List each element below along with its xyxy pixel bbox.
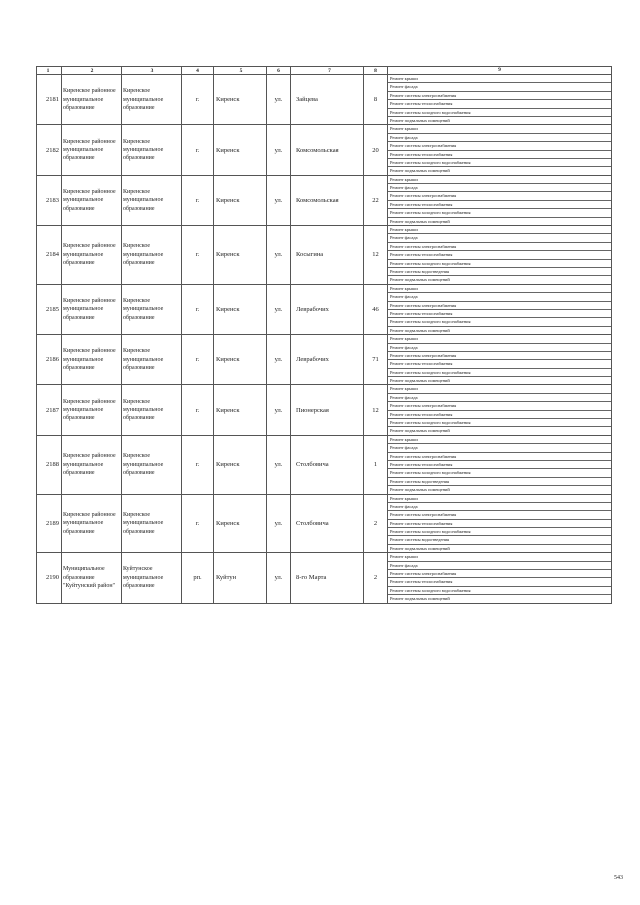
table-body [37, 75, 612, 604]
row-number: 2183 [37, 175, 62, 225]
work-item: Ремонт крыши [388, 75, 611, 83]
work-item: Ремонт системы водоотведения [388, 268, 611, 276]
work-item: Ремонт системы водоотведения [388, 478, 611, 486]
settlement-type: г. [182, 226, 214, 285]
house-number: 71 [364, 335, 388, 385]
work-item: Ремонт системы теплоснабжения [388, 578, 611, 586]
column-number-header-row [37, 67, 612, 75]
column-header-5: 5 [214, 67, 267, 75]
table-row [37, 125, 612, 175]
works-list [388, 553, 611, 602]
street-name: Леврабочих [291, 335, 364, 385]
works-list [388, 226, 611, 284]
house-number: 2 [364, 494, 388, 553]
settlement-type: г. [182, 335, 214, 385]
table-row [37, 175, 612, 225]
settlement-type: г. [182, 435, 214, 494]
street-name: Столбовича [291, 494, 364, 553]
work-item: Ремонт системы холодного водоснабжения [388, 260, 611, 268]
work-item: Ремонт фасада [388, 234, 611, 242]
work-item: Ремонт системы электроснабжения [388, 243, 611, 251]
work-item: Ремонт системы электроснабжения [388, 192, 611, 200]
municipality-name: Киренское муниципальное образование [122, 435, 182, 494]
street-name: Пионерская [291, 385, 364, 435]
works-cell [388, 335, 612, 385]
house-number: 8 [364, 75, 388, 125]
settlement-name: Куйтун [214, 553, 267, 603]
street-type: ул. [267, 335, 291, 385]
district-name: Киренское районное муниципальное образование [62, 175, 122, 225]
work-item: Ремонт фасада [388, 444, 611, 452]
municipality-name: Киренское муниципальное образование [122, 175, 182, 225]
street-name: Комсомольская [291, 175, 364, 225]
row-number: 2181 [37, 75, 62, 125]
works-list [388, 495, 611, 553]
column-header-8: 8 [364, 67, 388, 75]
work-item: Ремонт подвальных помещений [390, 487, 450, 493]
row-number: 2182 [37, 125, 62, 175]
house-number: 2 [364, 553, 388, 603]
work-item: Ремонт системы электроснабжения [388, 92, 611, 100]
works-cell [388, 553, 612, 603]
street-name: 8-го Марта [291, 553, 364, 603]
street-name: Косыгина [291, 226, 364, 285]
house-number: 12 [364, 226, 388, 285]
row-number: 2186 [37, 335, 62, 385]
work-item: Ремонт системы теплоснабжения [388, 201, 611, 209]
work-item: Ремонт системы холодного водоснабжения [388, 109, 611, 117]
work-item: Ремонт системы холодного водоснабжения [388, 528, 611, 536]
settlement-type: г. [182, 494, 214, 553]
work-item: Ремонт системы холодного водоснабжения [388, 318, 611, 326]
work-item: Ремонт системы холодного водоснабжения [388, 587, 611, 595]
settlement-type: г. [182, 385, 214, 435]
works-list [388, 335, 611, 384]
table-row [37, 75, 612, 125]
work-item: Ремонт фасада [388, 184, 611, 192]
works-list [388, 125, 611, 174]
row-number: 2187 [37, 385, 62, 435]
work-item: Ремонт системы теплоснабжения [388, 100, 611, 108]
settlement-name: Киренск [214, 335, 267, 385]
works-cell [388, 175, 612, 225]
work-item: Ремонт фасада [388, 344, 611, 352]
municipality-name: Киренское муниципальное образование [122, 494, 182, 553]
work-item: Ремонт крыши [388, 436, 611, 444]
street-name: Комсомольская [291, 125, 364, 175]
work-item: Ремонт подвальных помещений [390, 218, 450, 224]
work-item: Ремонт системы электроснабжения [388, 570, 611, 578]
work-item: Ремонт подвальных помещений [390, 277, 450, 283]
works-list [388, 385, 611, 434]
column-header-4: 4 [182, 67, 214, 75]
works-cell [388, 284, 612, 334]
settlement-name: Киренск [214, 494, 267, 553]
work-item: Ремонт фасада [388, 134, 611, 142]
work-item: Ремонт системы холодного водоснабжения [388, 419, 611, 427]
street-type: ул. [267, 226, 291, 285]
municipality-name: Киренское муниципальное образование [122, 335, 182, 385]
street-type: ул. [267, 75, 291, 125]
work-item: Ремонт подвальных помещений [390, 378, 450, 384]
work-item: Ремонт крыши [388, 176, 611, 184]
column-header-9: 9 [388, 67, 612, 75]
district-name: Киренское районное муниципальное образование [62, 435, 122, 494]
municipality-name: Киренское муниципальное образование [122, 226, 182, 285]
table-row [37, 385, 612, 435]
work-item: Ремонт системы электроснабжения [388, 511, 611, 519]
settlement-name: Киренск [214, 75, 267, 125]
work-item: Ремонт системы холодного водоснабжения [388, 369, 611, 377]
work-item: Ремонт системы теплоснабжения [388, 411, 611, 419]
house-number: 12 [364, 385, 388, 435]
house-number: 46 [364, 284, 388, 334]
row-number: 2190 [37, 553, 62, 603]
district-name: Киренское районное муниципальное образование [62, 226, 122, 285]
column-header-6: 6 [267, 67, 291, 75]
house-number: 22 [364, 175, 388, 225]
settlement-name: Киренск [214, 175, 267, 225]
settlement-type: рп. [182, 553, 214, 603]
work-item: Ремонт крыши [388, 285, 611, 293]
works-cell [388, 494, 612, 553]
work-item: Ремонт подвальных помещений [390, 545, 450, 551]
work-item: Ремонт крыши [388, 125, 611, 133]
page-number: 543 [614, 875, 623, 881]
street-type: ул. [267, 494, 291, 553]
table-row [37, 284, 612, 334]
housing-repair-table [36, 66, 612, 604]
row-number: 2188 [37, 435, 62, 494]
work-item: Ремонт системы теплоснабжения [388, 310, 611, 318]
district-name: Киренское районное муниципальное образование [62, 385, 122, 435]
work-item: Ремонт фасада [388, 394, 611, 402]
district-name: Киренское районное муниципальное образование [62, 284, 122, 334]
street-type: ул. [267, 175, 291, 225]
settlement-name: Киренск [214, 284, 267, 334]
table-row [37, 335, 612, 385]
district-name: Муниципальное образование "Куйтунский район" [62, 553, 122, 603]
row-number: 2189 [37, 494, 62, 553]
row-number: 2184 [37, 226, 62, 285]
settlement-name: Киренск [214, 435, 267, 494]
settlement-type: г. [182, 75, 214, 125]
street-name: Леврабочих [291, 284, 364, 334]
house-number: 1 [364, 435, 388, 494]
works-cell [388, 75, 612, 125]
street-type: ул. [267, 284, 291, 334]
street-type: ул. [267, 553, 291, 603]
table-row [37, 226, 612, 285]
work-item: Ремонт подвальных помещений [390, 596, 450, 602]
street-name: Столбовича [291, 435, 364, 494]
work-item: Ремонт фасада [388, 83, 611, 91]
column-header-2: 2 [62, 67, 122, 75]
settlement-type: г. [182, 175, 214, 225]
work-item: Ремонт фасада [388, 503, 611, 511]
street-type: ул. [267, 435, 291, 494]
street-name: Зайцева [291, 75, 364, 125]
work-item: Ремонт системы теплоснабжения [388, 151, 611, 159]
work-item: Ремонт системы теплоснабжения [388, 360, 611, 368]
work-item: Ремонт фасада [388, 293, 611, 301]
work-item: Ремонт системы холодного водоснабжения [388, 469, 611, 477]
work-item: Ремонт системы теплоснабжения [388, 251, 611, 259]
works-list [388, 436, 611, 494]
settlement-name: Киренск [214, 125, 267, 175]
street-type: ул. [267, 385, 291, 435]
work-item: Ремонт подвальных помещений [390, 168, 450, 174]
works-cell [388, 226, 612, 285]
house-number: 20 [364, 125, 388, 175]
municipality-name: Куйтунское муниципальное образование [122, 553, 182, 603]
work-item: Ремонт системы электроснабжения [388, 142, 611, 150]
district-name: Киренское районное муниципальное образование [62, 125, 122, 175]
works-list [388, 285, 611, 334]
municipality-name: Киренское муниципальное образование [122, 75, 182, 125]
work-item: Ремонт подвальных помещений [390, 117, 450, 123]
works-list [388, 176, 611, 225]
work-item: Ремонт подвальных помещений [390, 428, 450, 434]
column-header-3: 3 [122, 67, 182, 75]
table-row [37, 435, 612, 494]
settlement-type: г. [182, 284, 214, 334]
municipality-name: Киренское муниципальное образование [122, 284, 182, 334]
column-header-1: 1 [37, 67, 62, 75]
district-name: Киренское районное муниципальное образование [62, 335, 122, 385]
work-item: Ремонт системы теплоснабжения [388, 461, 611, 469]
work-item: Ремонт фасада [388, 562, 611, 570]
work-item: Ремонт крыши [388, 226, 611, 234]
works-cell [388, 435, 612, 494]
works-cell [388, 385, 612, 435]
work-item: Ремонт крыши [388, 553, 611, 561]
table-row [37, 553, 612, 603]
work-item: Ремонт системы холодного водоснабжения [388, 209, 611, 217]
street-type: ул. [267, 125, 291, 175]
district-name: Киренское районное муниципальное образование [62, 494, 122, 553]
work-item: Ремонт крыши [388, 385, 611, 393]
work-item: Ремонт системы теплоснабжения [388, 520, 611, 528]
work-item: Ремонт системы электроснабжения [388, 352, 611, 360]
municipality-name: Киренское муниципальное образование [122, 125, 182, 175]
works-list [388, 75, 611, 124]
municipality-name: Киренское муниципальное образование [122, 385, 182, 435]
settlement-name: Киренск [214, 226, 267, 285]
district-name: Киренское районное муниципальное образование [62, 75, 122, 125]
column-header-7: 7 [291, 67, 364, 75]
work-item: Ремонт крыши [388, 495, 611, 503]
work-item: Ремонт системы электроснабжения [388, 302, 611, 310]
work-item: Ремонт системы водоотведения [388, 536, 611, 544]
settlement-type: г. [182, 125, 214, 175]
works-cell [388, 125, 612, 175]
settlement-name: Киренск [214, 385, 267, 435]
work-item: Ремонт подвальных помещений [390, 327, 450, 333]
row-number: 2185 [37, 284, 62, 334]
work-item: Ремонт системы электроснабжения [388, 402, 611, 410]
work-item: Ремонт системы электроснабжения [388, 453, 611, 461]
work-item: Ремонт системы холодного водоснабжения [388, 159, 611, 167]
work-item: Ремонт крыши [388, 335, 611, 343]
table-row [37, 494, 612, 553]
